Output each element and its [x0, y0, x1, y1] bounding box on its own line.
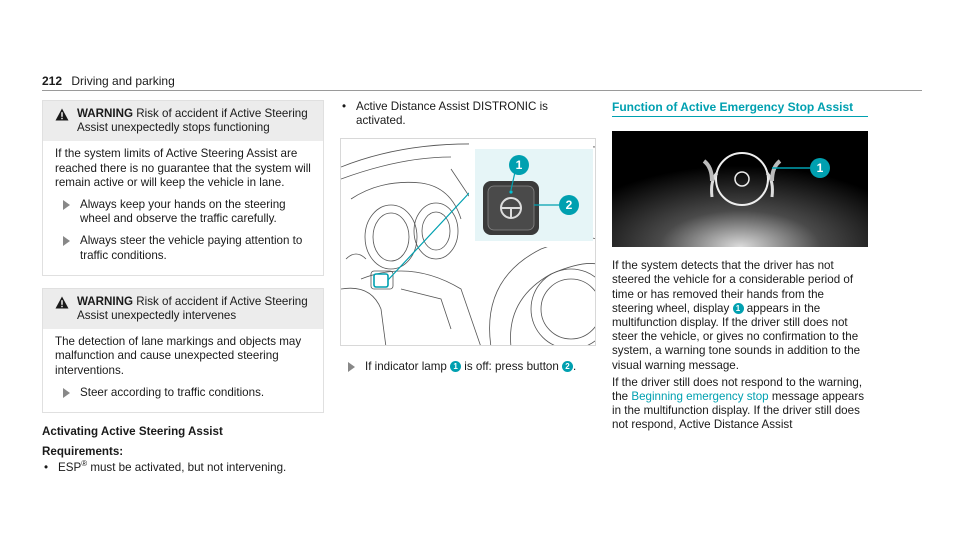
- warning-text: If the system limits of Active Steering Assist are reached there is no guarantee that the system will remain active or will keep the vehicle in lane.: [55, 147, 311, 189]
- warning-text: The detection of lane markings and objects may malfunction and cause unexpected steering interventions.: [55, 335, 302, 377]
- instruction-text: If indicator lamp 1 is off: press button 2 .: [365, 360, 577, 374]
- paragraph-1: If the system detects that the driver has not steered the vehicle for a considerable period of time or has removed their hands from the steering wheel, display 1 appears in the multifunction display. If the driver still does not steer the vehicle, or gives no confirmation to the system, a warning tone sounds in addition to the visual warning message.: [612, 259, 861, 372]
- display-drawing: [612, 131, 868, 247]
- action-item: [63, 198, 311, 226]
- callout-2-inline: 2: [562, 361, 573, 372]
- section-title: Function of Active Emergency Stop Assist: [612, 100, 868, 117]
- column-left: [42, 100, 324, 476]
- warning-box-stops: [42, 100, 324, 276]
- instruction-item: [348, 360, 596, 374]
- warning-header: [43, 289, 323, 329]
- dashboard-illustration: [340, 138, 596, 346]
- action-text: Always steer the vehicle paying attention to traffic conditions.: [80, 234, 303, 262]
- callout-1-inline: 1: [450, 361, 461, 372]
- dashboard-drawing: [341, 139, 596, 346]
- warning-body: [43, 141, 323, 274]
- warning-headline: Risk of accident if Active Steering Assist unexpectedly intervenes: [77, 294, 308, 323]
- page-header: [42, 74, 175, 88]
- requirement-item: [42, 461, 324, 475]
- chapter-title: Driving and parking: [71, 74, 175, 88]
- requirements-title: Requirements:: [42, 445, 124, 459]
- arrow-right-icon: [63, 200, 70, 210]
- column-right: [612, 100, 868, 433]
- action-text: Always keep your hands on the steering wheel and observe the traffic carefully.: [80, 198, 286, 226]
- emergency-stop-link[interactable]: Beginning emergency stop: [631, 390, 769, 404]
- requirement-text: Active Distance Assist DISTRONIC is activated.: [356, 100, 548, 128]
- section-title: Activating Active Steering Assist: [42, 425, 223, 439]
- warning-header: [43, 101, 323, 141]
- callout-2-badge: 2: [559, 195, 579, 215]
- warning-triangle-icon: [55, 296, 69, 309]
- bullet-icon: •: [342, 100, 347, 113]
- requirement-text: ESP® must be activated, but not intervening.: [58, 459, 287, 475]
- column-middle: [340, 100, 596, 379]
- callout-1-badge: 1: [509, 155, 529, 175]
- arrow-right-icon: [63, 236, 70, 246]
- warning-label: WARNING: [77, 107, 134, 120]
- warning-box-intervenes: [42, 288, 324, 413]
- arrow-right-icon: [348, 362, 355, 372]
- requirement-item: [340, 100, 596, 128]
- bullet-icon: •: [44, 461, 49, 475]
- multifunction-display-image: [612, 131, 868, 247]
- warning-body: [43, 329, 323, 412]
- paragraph-2: If the driver still does not respond to the warning, the Beginning emergency stop message appears in the multifunction display. If the driver still does not respond, Active Distance Assist: [612, 375, 865, 432]
- callout-1-inline: 1: [733, 303, 744, 314]
- warning-label: WARNING: [77, 294, 134, 308]
- action-item: [63, 386, 311, 400]
- action-item: [63, 234, 311, 262]
- warning-headline: Risk of accident if Active Steering Assist unexpectedly stops functioning: [77, 107, 308, 135]
- callout-1-badge: 1: [810, 158, 830, 178]
- warning-triangle-icon: [55, 108, 69, 121]
- arrow-right-icon: [63, 388, 70, 398]
- header-divider: [42, 90, 922, 91]
- action-text: Steer according to traffic conditions.: [80, 385, 265, 399]
- page-number: 212: [42, 74, 63, 88]
